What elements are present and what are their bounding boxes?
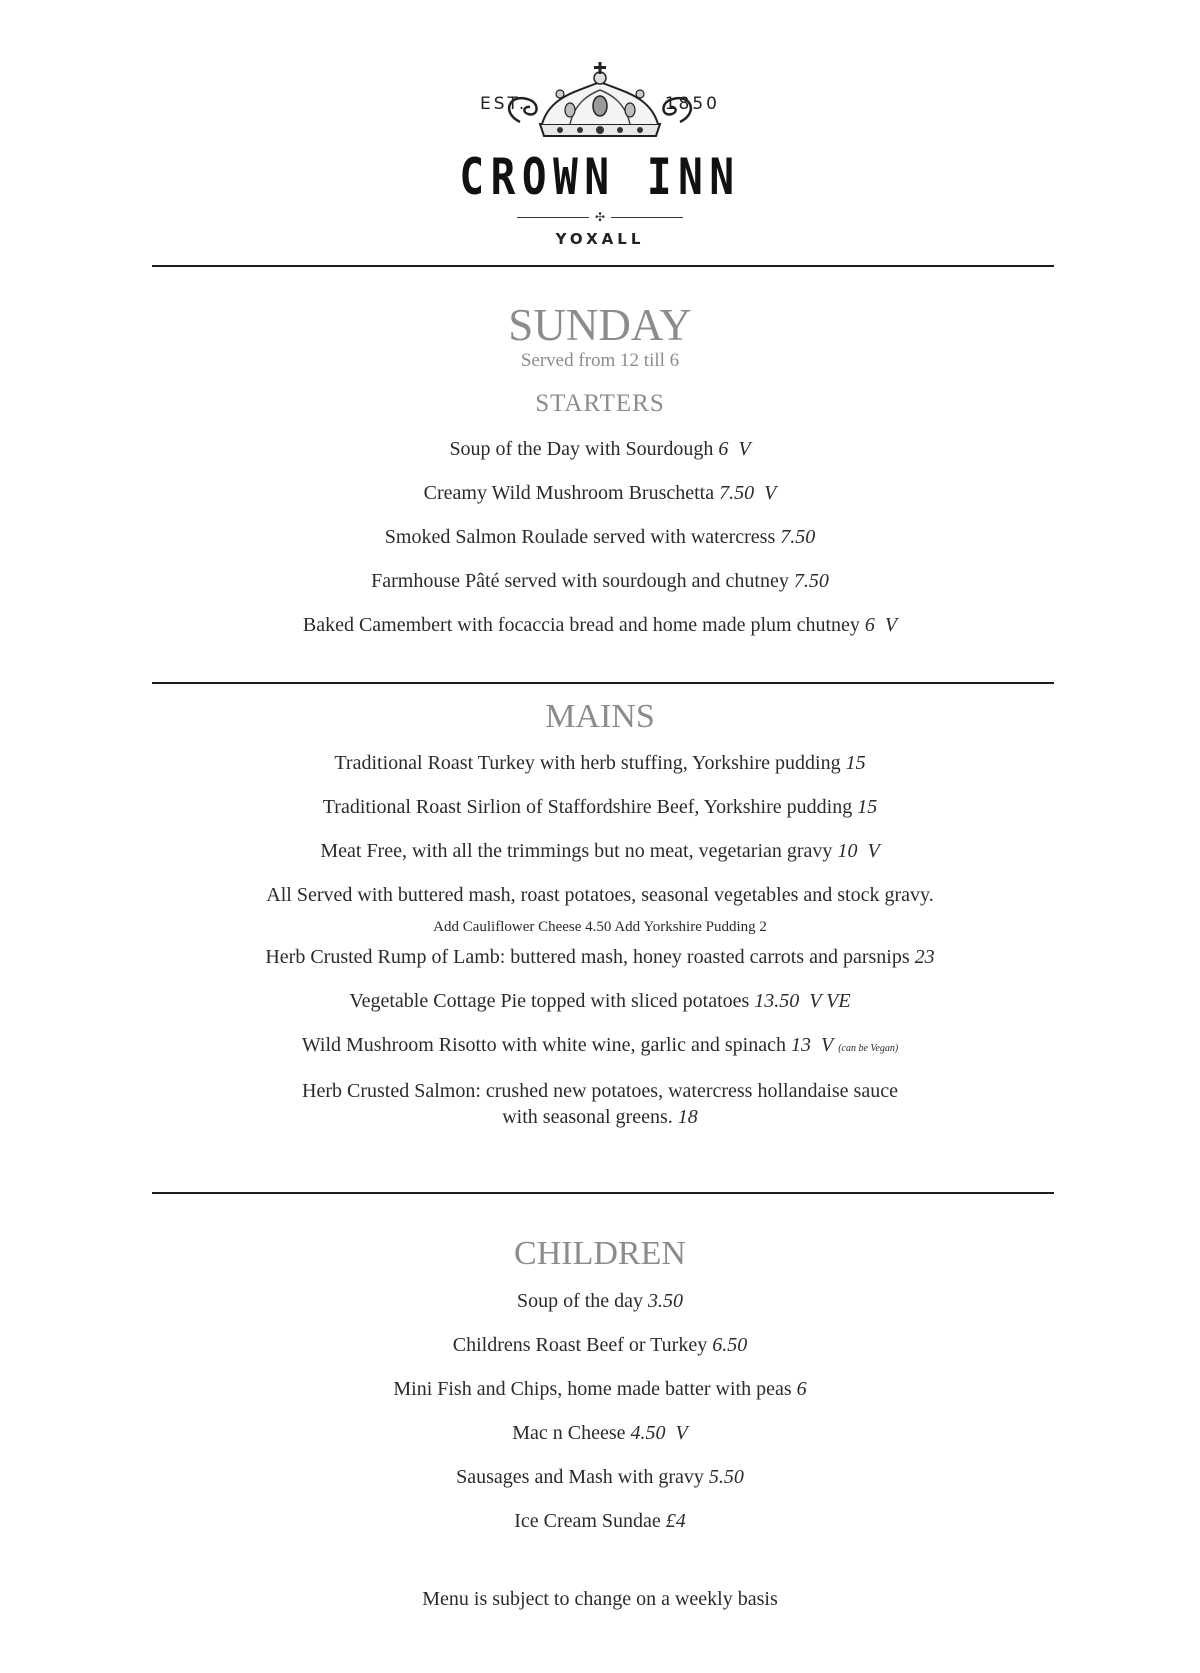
item-price: 6	[796, 1378, 807, 1400]
menu-item	[0, 614, 1200, 637]
item-price: 7.50	[719, 482, 755, 504]
fleuron-icon: ✣	[594, 210, 606, 224]
item-name: Mini Fish and Chips, home made batter with peas	[393, 1378, 797, 1400]
item-price: 6	[864, 614, 875, 636]
logo-year: 1850	[664, 94, 720, 114]
item-name: with seasonal greens.	[502, 1106, 678, 1128]
page-title: SUNDAY	[508, 300, 692, 350]
menu-addons: Add Cauliflower Cheese 4.50 Add Yorkshire Pudding 2	[433, 919, 767, 935]
menu-item	[0, 946, 1200, 969]
page-subtitle: Served from 12 till 6	[520, 350, 680, 371]
item-price: 23	[914, 946, 935, 968]
item-name: Sausages and Mash with gravy	[456, 1466, 709, 1488]
item-price: 18	[677, 1106, 698, 1128]
item-name: Herb Crusted Salmon: crushed new potatoes, watercress hollandaise sauce	[302, 1080, 898, 1102]
menu-footer-note: Menu is subject to change on a weekly basis	[422, 1588, 778, 1610]
menu-item	[0, 1034, 1200, 1057]
menu-item	[0, 1466, 1200, 1489]
starters-heading: STARTERS	[535, 390, 665, 417]
menu-item	[0, 1422, 1200, 1445]
item-name: Traditional Roast Turkey with herb stuffing, Yorkshire pudding	[334, 752, 846, 774]
menu-item	[0, 1080, 1200, 1103]
item-name: Childrens Roast Beef or Turkey	[452, 1334, 713, 1356]
item-price: 4.50	[630, 1422, 666, 1444]
item-price: £4	[665, 1510, 686, 1532]
item-price: 5.50	[708, 1466, 744, 1488]
menu-item	[0, 1378, 1200, 1401]
item-price: 13.50	[754, 990, 800, 1012]
dietary-note: (can be Vegan)	[838, 1043, 899, 1054]
dietary-tag: V	[884, 614, 898, 636]
menu-item	[0, 1510, 1200, 1533]
crown-inn-logo	[0, 62, 1200, 248]
item-price: 3.50	[648, 1290, 684, 1312]
item-name: Mac n Cheese	[512, 1422, 631, 1444]
menu-item-continued	[0, 1106, 1200, 1129]
item-name: Traditional Roast Sirlion of Staffordshire Beef, Yorkshire pudding	[322, 796, 858, 818]
menu-item	[0, 526, 1200, 549]
item-price: 15	[857, 796, 878, 818]
starters-heading-wrap	[0, 390, 1200, 418]
item-price: 10	[837, 840, 858, 862]
item-name: Meat Free, with all the trimmings but no meat, vegetarian gravy	[320, 840, 838, 862]
mains-heading-wrap	[0, 698, 1200, 736]
menu-item	[0, 1334, 1200, 1357]
menu-item	[0, 990, 1200, 1013]
children-heading-wrap	[0, 1235, 1200, 1273]
menu-item	[0, 752, 1200, 775]
logo-ornament	[0, 210, 1200, 224]
item-price: 6	[718, 438, 729, 460]
divider	[152, 265, 1054, 267]
item-price: 13	[790, 1034, 811, 1056]
item-name: Creamy Wild Mushroom Bruschetta	[423, 482, 720, 504]
mains-heading: MAINS	[545, 698, 655, 735]
item-name: Ice Cream Sundae	[514, 1510, 666, 1532]
item-price: 15	[845, 752, 866, 774]
dietary-tag: V	[820, 1034, 834, 1056]
dietary-tag: V	[867, 840, 880, 862]
item-price: 7.50	[780, 526, 816, 548]
menu-item	[0, 570, 1200, 593]
divider	[152, 1192, 1054, 1194]
children-heading: CHILDREN	[514, 1235, 686, 1272]
divider	[152, 682, 1054, 684]
menu-note	[0, 884, 1200, 907]
item-name: Baked Camembert with focaccia bread and home made plum chutney	[302, 614, 865, 636]
item-name: Farmhouse Pâté served with sourdough and chutney	[371, 570, 794, 592]
item-name: Soup of the day	[516, 1290, 649, 1312]
menu-item	[0, 796, 1200, 819]
menu-item	[0, 1290, 1200, 1313]
logo-town: YOXALL	[555, 230, 645, 248]
menu-item	[0, 438, 1200, 461]
dietary-tag: V	[738, 438, 751, 460]
item-price: 7.50	[793, 570, 829, 592]
item-name: Smoked Salmon Roulade served with watercress	[384, 526, 781, 548]
item-name: Soup of the Day with Sourdough	[449, 438, 719, 460]
menu-item	[0, 482, 1200, 505]
item-name: All Served with buttered mash, roast potatoes, seasonal vegetables and stock gravy.	[266, 884, 934, 906]
item-price: 6.50	[712, 1334, 748, 1356]
logo-est: EST.	[480, 94, 528, 114]
dietary-tag: V	[675, 1422, 688, 1444]
menu-header	[0, 300, 1200, 372]
dietary-tag: V	[764, 482, 777, 504]
item-name: Herb Crusted Rump of Lamb: buttered mash, honey roasted carrots and parsnips	[265, 946, 915, 968]
item-name: Vegetable Cottage Pie topped with sliced potatoes	[349, 990, 755, 1012]
dietary-tag: V VE	[809, 990, 851, 1012]
item-name: Wild Mushroom Risotto with white wine, garlic and spinach	[301, 1034, 791, 1056]
logo-name: CROWN INN	[459, 148, 741, 206]
menu-item	[0, 840, 1200, 863]
